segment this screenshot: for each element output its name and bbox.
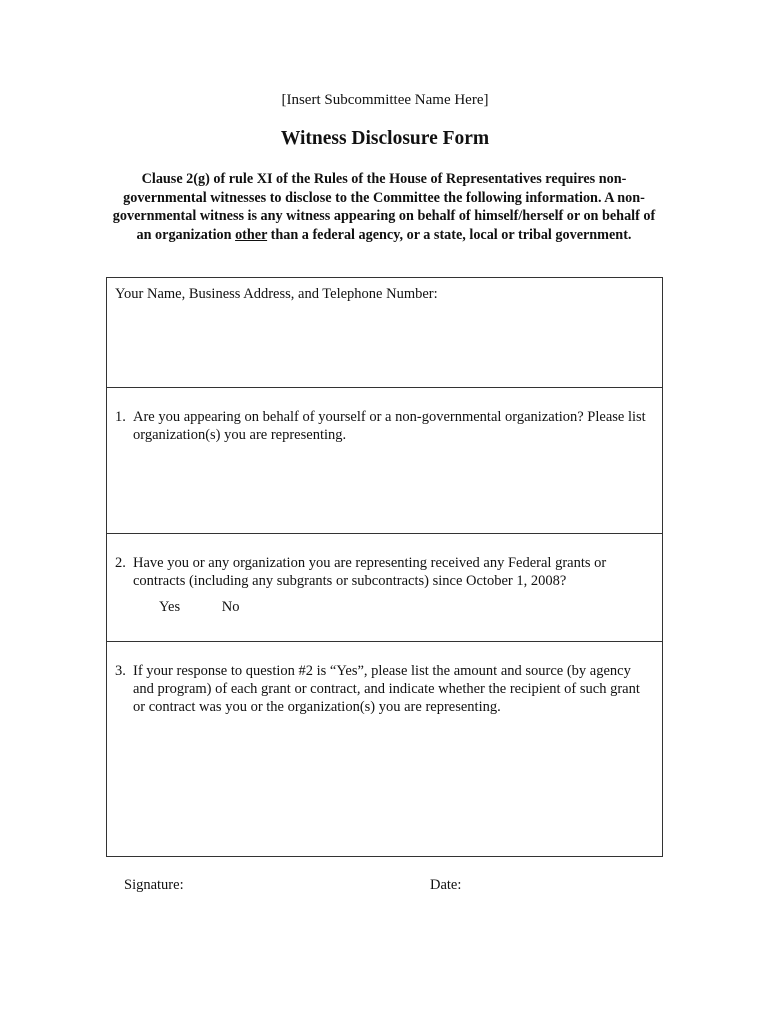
question-3-number: 3. — [115, 663, 126, 679]
option-yes[interactable]: Yes — [159, 599, 181, 615]
date-label[interactable]: Date: — [430, 877, 462, 893]
question-1-section[interactable] — [107, 387, 662, 533]
question-3-text: If your response to question #2 is “Yes”, please list the amount and source (by agency and program) of each grant or contract, and indicate whether the recipient of such grant or contract was you or the organization(s) you are representing. — [133, 663, 640, 715]
question-2-number: 2. — [115, 555, 126, 571]
question-3 — [115, 662, 652, 716]
yes-no-options — [159, 598, 239, 616]
form-title: Witness Disclosure Form — [280, 128, 490, 149]
subcommittee-name: [Insert Subcommittee Name Here] — [281, 92, 489, 108]
question-1-number: 1. — [115, 409, 126, 425]
question-2 — [115, 554, 652, 590]
clause-text-part1: Clause 2(g) of rule XI of the Rules of the House of Representatives requires non-governmental witnesses to disclose to the Committee the following information. A non-governmental witness is any witness appearing on behalf of himself/herself or on behalf of an organization — [112, 171, 656, 243]
signature-label[interactable]: Signature: — [124, 877, 184, 893]
question-2-text: Have you or any organization you are representing received any Federal grants or contracts (including any subgrants or subcontracts) since October 1, 2008? — [133, 555, 607, 589]
disclosure-form-box — [106, 277, 663, 857]
clause-emphasis: other — [235, 226, 268, 243]
question-1 — [115, 408, 652, 444]
clause-paragraph — [112, 170, 656, 244]
name-address-label: Your Name, Business Address, and Telephone Number: — [115, 286, 438, 302]
clause-text-part2: than a federal agency, or a state, local or tribal government. — [267, 226, 632, 243]
question-1-text: Are you appearing on behalf of yourself or a non-governmental organization? Please list organization(s) you are representing. — [133, 409, 646, 443]
question-2-section — [107, 533, 662, 641]
option-no[interactable]: No — [221, 599, 240, 615]
name-address-section[interactable] — [107, 278, 662, 387]
question-3-section[interactable] — [107, 641, 662, 857]
